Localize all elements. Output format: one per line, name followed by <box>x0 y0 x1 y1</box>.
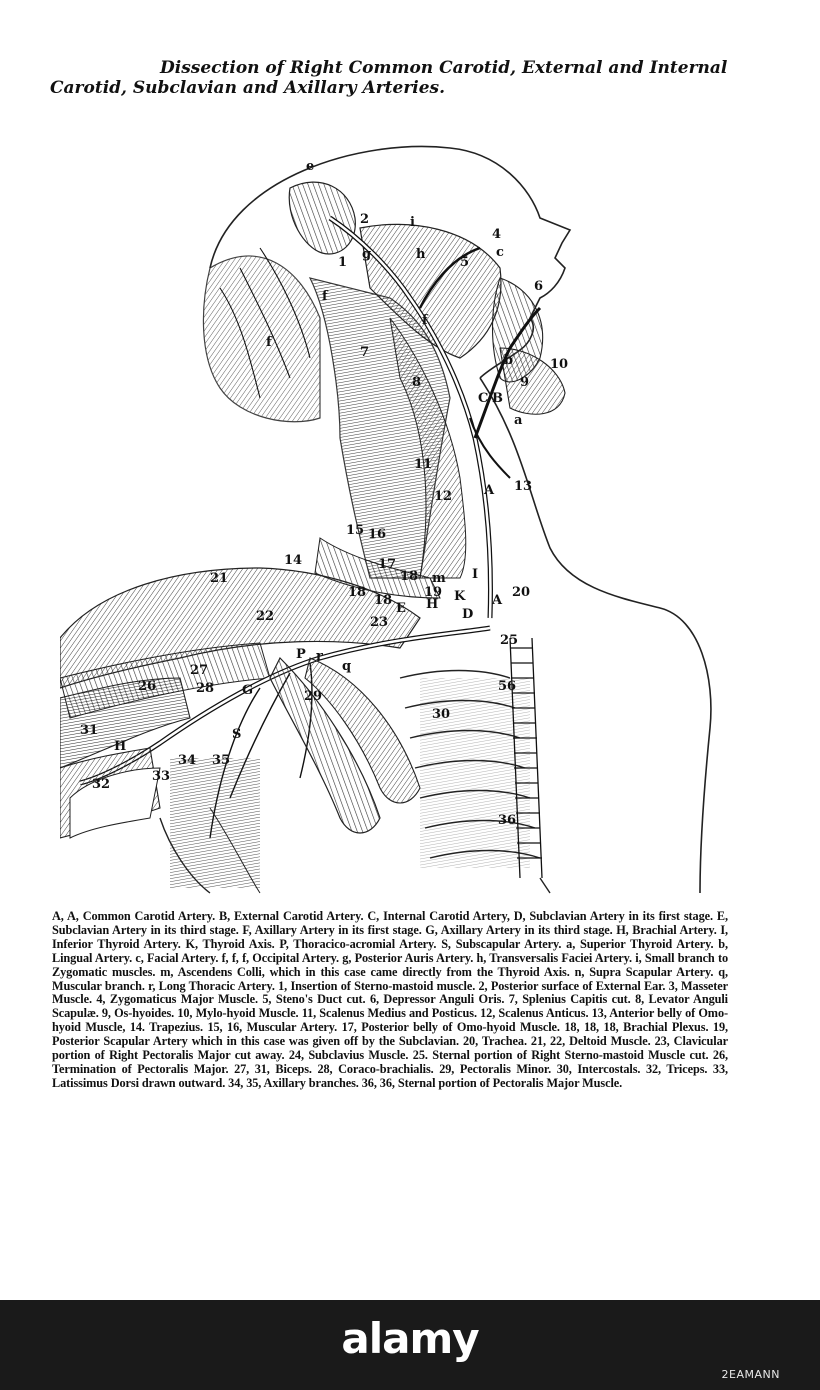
figure-label: 32 <box>92 777 111 792</box>
figure-label: A <box>484 483 495 498</box>
figure-label: I <box>472 567 479 582</box>
figure-label: 21 <box>210 571 229 586</box>
figure-label: 35 <box>212 753 231 768</box>
figure-label: q <box>342 659 352 674</box>
figure-label: 56 <box>498 679 517 694</box>
figure-label: 22 <box>256 609 275 624</box>
figure-label: 16 <box>368 527 387 542</box>
figure-label: 19 <box>424 585 443 600</box>
figure-label: 5 <box>460 255 470 270</box>
figure-label: 30 <box>432 707 451 722</box>
plate-title-line-1: Dissection of Right Common Carotid, External and Internal <box>160 58 728 78</box>
figure-label: 25 <box>500 633 519 648</box>
figure-label: h <box>416 247 426 262</box>
figure-label: f <box>322 289 328 304</box>
figure-label: C <box>478 391 489 406</box>
occipital-region <box>203 248 320 422</box>
brand-logo: alamy <box>341 1314 479 1363</box>
figure-label: 8 <box>412 375 422 390</box>
figure-label: H <box>114 739 127 754</box>
image-id: 2EAMANN <box>721 1368 780 1381</box>
figure-label: 10 <box>550 357 569 372</box>
figure-label: 31 <box>80 723 99 738</box>
figure-label: 4 <box>492 227 502 242</box>
figure-label: H <box>426 597 439 612</box>
watermark-footer <box>0 1300 820 1390</box>
figure-label: f <box>422 313 428 328</box>
figure-label: f <box>266 335 272 350</box>
pectoral-muscles <box>270 658 420 833</box>
figure-label: 33 <box>152 769 171 784</box>
legend-caption: A, A, Common Carotid Artery. B, External Carotid Artery. C, Internal Carotid Artery, D, Subclavian Artery in its first stage. E, Subclavian Artery in its third stage. F, Axillary Artery in its first stage. G, Axillary Artery in its third stage. H, Brachial Artery. I, Inferior Thyroid Artery. K, Thyroid Axis. P, Thoracico-acromial Artery. S, Subscapular Artery. a, Superior Thyroid Artery. b, Lingual Artery. c, Facial Artery. f, f, f, Occipital Artery. g, Posterior Auris Artery. h, Transversalis Faciei Artery. i, Small branch to Zygomatic muscles. m, Ascendens Colli, which in this case came directly from the Thyroid Axis. n, Supra Scapular Artery. q, Muscular branch. r, Long Thoracic Artery. 1, Insertion of Sterno-mastoid muscle. 2, Posterior surface of External Ear. 3, Masseter Muscle. 4, Zygomaticus Major Muscle. 5, Steno's Duct cut. 6, Depressor Anguli Oris. 7, Splenius Capitis cut. 8, Levator Anguli Scapulæ. 9, Os-hyoides. 10, Mylo-hyoid Muscle. 11, Scalenus Medius and Posticus. 12, Scalenus Anticus. 13, Anterior belly of Omo-hyoid Muscle, 14. Trapezius. 15, 16, Muscular Artery. 17, Posterior belly of Omo-hyoid Muscle. 18, 18, 18, Brachial Plexus. 19, Posterior Scapular Artery which in this case was given off by the Subclavian. 20, Trachea. 21, 22, Deltoid Muscle. 23, Clavicular portion of Right Pectoralis Major cut away. 24, Subclavius Muscle. 25. Sternal portion of Right Sterno-mastoid Muscle cut. 26, Termination of Pectoralis Major. 27, 31, Biceps. 28, Coraco-brachialis. 29, Pectoralis Minor. 30, Intercostals. 32, Triceps. 33, Latissimus Dorsi drawn outward. 34, 35, Axillary branches. 36, 36, Sternal portion of Pectoralis Major Muscle. <box>52 909 728 1090</box>
figure-label: 28 <box>196 681 215 696</box>
figure-label: b <box>504 353 514 368</box>
plate-title-line-2: Carotid, Subclavian and Axillary Arteries. <box>50 78 446 98</box>
external-ear <box>289 182 355 254</box>
figure-label: 12 <box>434 489 453 504</box>
figure-label: 27 <box>190 663 209 678</box>
figure-label: 18 <box>400 569 419 584</box>
figure-label: 13 <box>514 479 533 494</box>
figure-label: e <box>306 159 315 174</box>
figure-label: 7 <box>360 345 370 360</box>
figure-label: B <box>492 391 503 406</box>
figure-label: D <box>462 607 474 622</box>
anatomical-engraving <box>60 118 740 898</box>
figure-label: 1 <box>338 255 348 270</box>
figure-label: A <box>492 593 503 608</box>
figure-label: 18 <box>348 585 367 600</box>
plate-title <box>50 58 750 98</box>
figure-label: G <box>242 683 254 698</box>
figure-label: P <box>296 647 306 662</box>
figure-label: S <box>232 727 242 742</box>
axillary-shadow <box>170 758 260 888</box>
figure-label: 11 <box>414 457 433 472</box>
figure-label: 15 <box>346 523 365 538</box>
figure-label: 18 <box>374 593 393 608</box>
figure-label: 9 <box>520 375 530 390</box>
figure-label: r <box>316 649 323 664</box>
figure-label: g <box>362 247 372 262</box>
figure-label: 6 <box>534 279 544 294</box>
figure-label: 34 <box>178 753 197 768</box>
figure-label: c <box>496 245 504 260</box>
figure-label: 36 <box>498 813 517 828</box>
figure-label: a <box>514 413 523 428</box>
figure-label: E <box>396 601 406 616</box>
figure-label: 20 <box>512 585 531 600</box>
figure-label: i <box>410 215 415 230</box>
figure-label: 14 <box>284 553 303 568</box>
figure-label: 29 <box>304 689 323 704</box>
figure-label: m <box>432 571 446 586</box>
figure-label: 17 <box>378 557 397 572</box>
figure-label: K <box>454 589 466 604</box>
figure-label: 23 <box>370 615 389 630</box>
figure-label: 26 <box>138 679 157 694</box>
figure-label: 2 <box>360 212 370 227</box>
